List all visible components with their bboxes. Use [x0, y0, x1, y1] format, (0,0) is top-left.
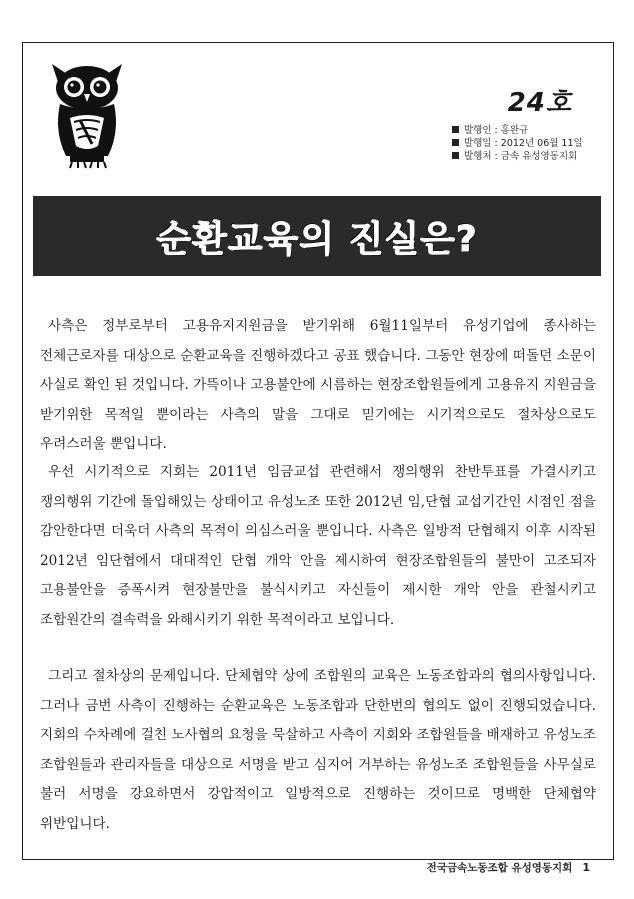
- issue-number: 24호: [507, 88, 572, 118]
- page-footer: [427, 860, 590, 875]
- meta-issuer-text: 발행처 : 금속 유성영동지회: [464, 151, 578, 162]
- bullet-square-icon: [452, 152, 459, 159]
- meta-publisher: [452, 124, 583, 137]
- bullet-square-icon: [452, 139, 459, 146]
- meta-publisher-text: 발행인 : 홍완규: [464, 125, 529, 136]
- meta-date-text: 발행일 : 2012년 06월 11일: [464, 138, 583, 149]
- bullet-square-icon: [452, 126, 459, 133]
- meta-date: [452, 137, 583, 150]
- meta-issuer: [452, 150, 583, 163]
- body-paragraph-2: 우선 시기적으로 지회는 2011년 임금교섭 관련해서 쟁의행위 찬반투표를 가결시키고 쟁의행위 기간에 돌입해있는 상태이고 유성노조 또한 2012년 임,단협 교섭기간인 시점인 점을 감안한다면 더욱더 사측의 목적이 의심스러울 뿐입니다. 사측은 일방적 단협해지 이후 시작된 2012년 임단협에서 대대적인 단협 개악 안을 제시하여 현장조합원들의 불만이 고조되자 고용불안을 증폭시켜 현장불만을 불식시키고 자신들이 제시한 개악 안을 관철시키고 조합원간의 결속력을 와해시키기 위한 목적이라고 보입니다.: [40, 464, 596, 628]
- publication-meta: [452, 124, 583, 163]
- body-paragraph-1: 사측은 정부로부터 고용유지지원금을 받기위해 6월11일부터 유성기업에 종사하는 전체근로자를 대상으로 순환교육을 진행하겠다고 공표 했습니다. 그동안 현장에 떠돌던 소문이 사실로 확인 된 것입니다. 가뜩이나 고용불안에 시름하는 현장조합원들에게 고용유지 지원금을 받기위한 목적일 뿐이라는 사측의 말을 그대로 믿기에는 시기적으로도 절차상으로도 우려스러울 뿐입니다.: [40, 318, 596, 452]
- body-paragraph-3: 그리고 절차상의 문제입니다. 단체협약 상에 조합원의 교육은 노동조합과의 협의사항입니다. 그러나 금번 사측이 진행하는 순환교육은 노동조합과 단한번의 협의도 없이 진행되었습니다. 지회의 수차례에 걸친 노사협의 요청을 묵살하고 사측이 지회와 조합원들을 배재하고 유성노조 조합원들과 관리자들을 대상으로 서명을 받고 심지어 거부하는 유성노조 조합원들을 사무실로 불러 서명을 강요하면서 강압적이고 일방적으로 진행하는 것이므로 명백한 단체협약 위반입니다.: [40, 668, 596, 832]
- page-number: 1: [582, 861, 590, 874]
- footer-organization: 전국금속노동조합 유성영동지회: [426, 862, 573, 874]
- headline-banner: [33, 196, 601, 276]
- owl-logo-icon: [48, 62, 126, 170]
- headline-title: 순환교육의 진실은?: [156, 218, 478, 260]
